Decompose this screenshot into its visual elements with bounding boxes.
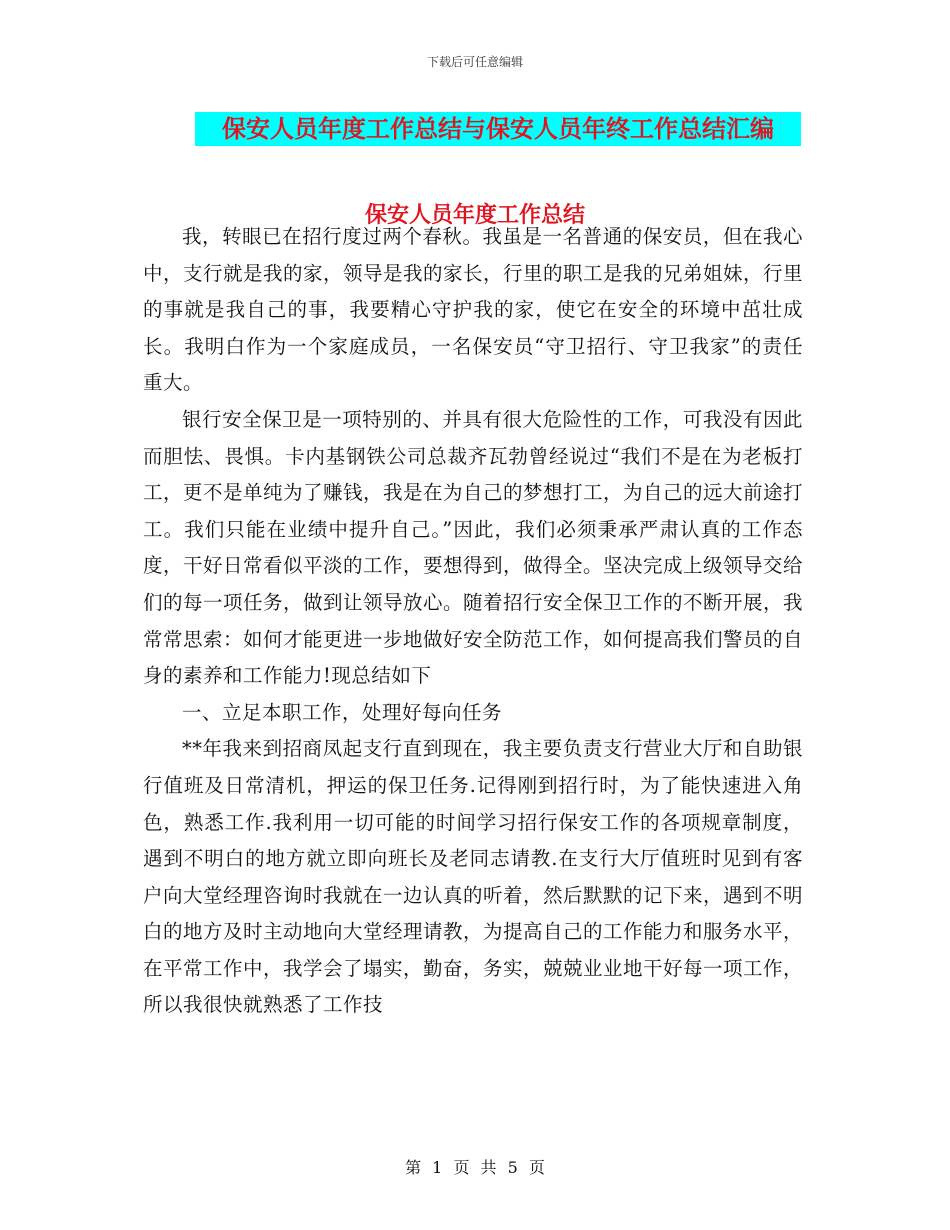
main-title-highlight — [195, 112, 801, 146]
paragraph-bank-security: 银行安全保卫是一项特别的、并具有很大危险性的工作，可我没有因此而胆怯、畏惧。卡内基钢铁公司总裁齐瓦勃曾经说过“我们不是在为老板打工，更不是单纯为了赚钱，我是在为自己的梦想打工，为自己的远大前途打工。我们只能在业绩中提升自己。”因此，我们必须秉承严肃认真的工作态度，干好日常看似平淡的工作，要想得到，做得全。坚决完成上级领导交给们的每一项任务，做到让领导放心。随着招行安全保卫工作的不断开展，我常常思索：如何才能更进一步地做好安全防范工作，如何提高我们警员的自身的素养和工作能力!现总结如下 — [143, 407, 804, 688]
main-title: 保安人员年度工作总结与保安人员年终工作总结汇编 — [222, 115, 774, 143]
document-body — [143, 219, 803, 1024]
page-footer: 第 1 页 共 5 页 — [405, 1158, 545, 1177]
section-title: 保安人员年度工作总结 — [364, 203, 585, 228]
paragraph-section-heading: 一、立足本职工作，处理好每向任务 — [182, 700, 503, 724]
page-header-note: 下载后可任意编辑 — [426, 55, 523, 69]
paragraph-work-details: **年我来到招商凤起支行直到现在，我主要负责支行营业大厅和自助银行值班及日常清机，押运的保卫任务.记得刚到招行时，为了能快速进入角色，熟悉工作.我利用一切可能的时间学习招行保安工作的各项规章制度，遇到不明白的地方就立即向班长及老同志请教.在支行大厅值班时见到有客户向大堂经理咨询时我就在一边认真的听着，然后默默的记下来，遇到不明白的地方及时主动地向大堂经理请教，为提高自己的工作能力和服务水平，在平常工作中，我学会了塌实，勤奋，务实，兢兢业业地干好每一项工作，所以我很快就熟悉了工作技 — [143, 737, 804, 1017]
paragraph-intro: 我，转眼已在招行度过两个春秋。我虽是一名普通的保安员，但在我心中，支行就是我的家，领导是我的家长，行里的职工是我的兄弟姐妹，行里的事就是我自己的事，我要精心守护我的家，使它在安全的环境中茁壮成长。我明白作为一个家庭成员，一名保安员“守卫招行、守卫我家”的责任重大。 — [143, 225, 804, 395]
